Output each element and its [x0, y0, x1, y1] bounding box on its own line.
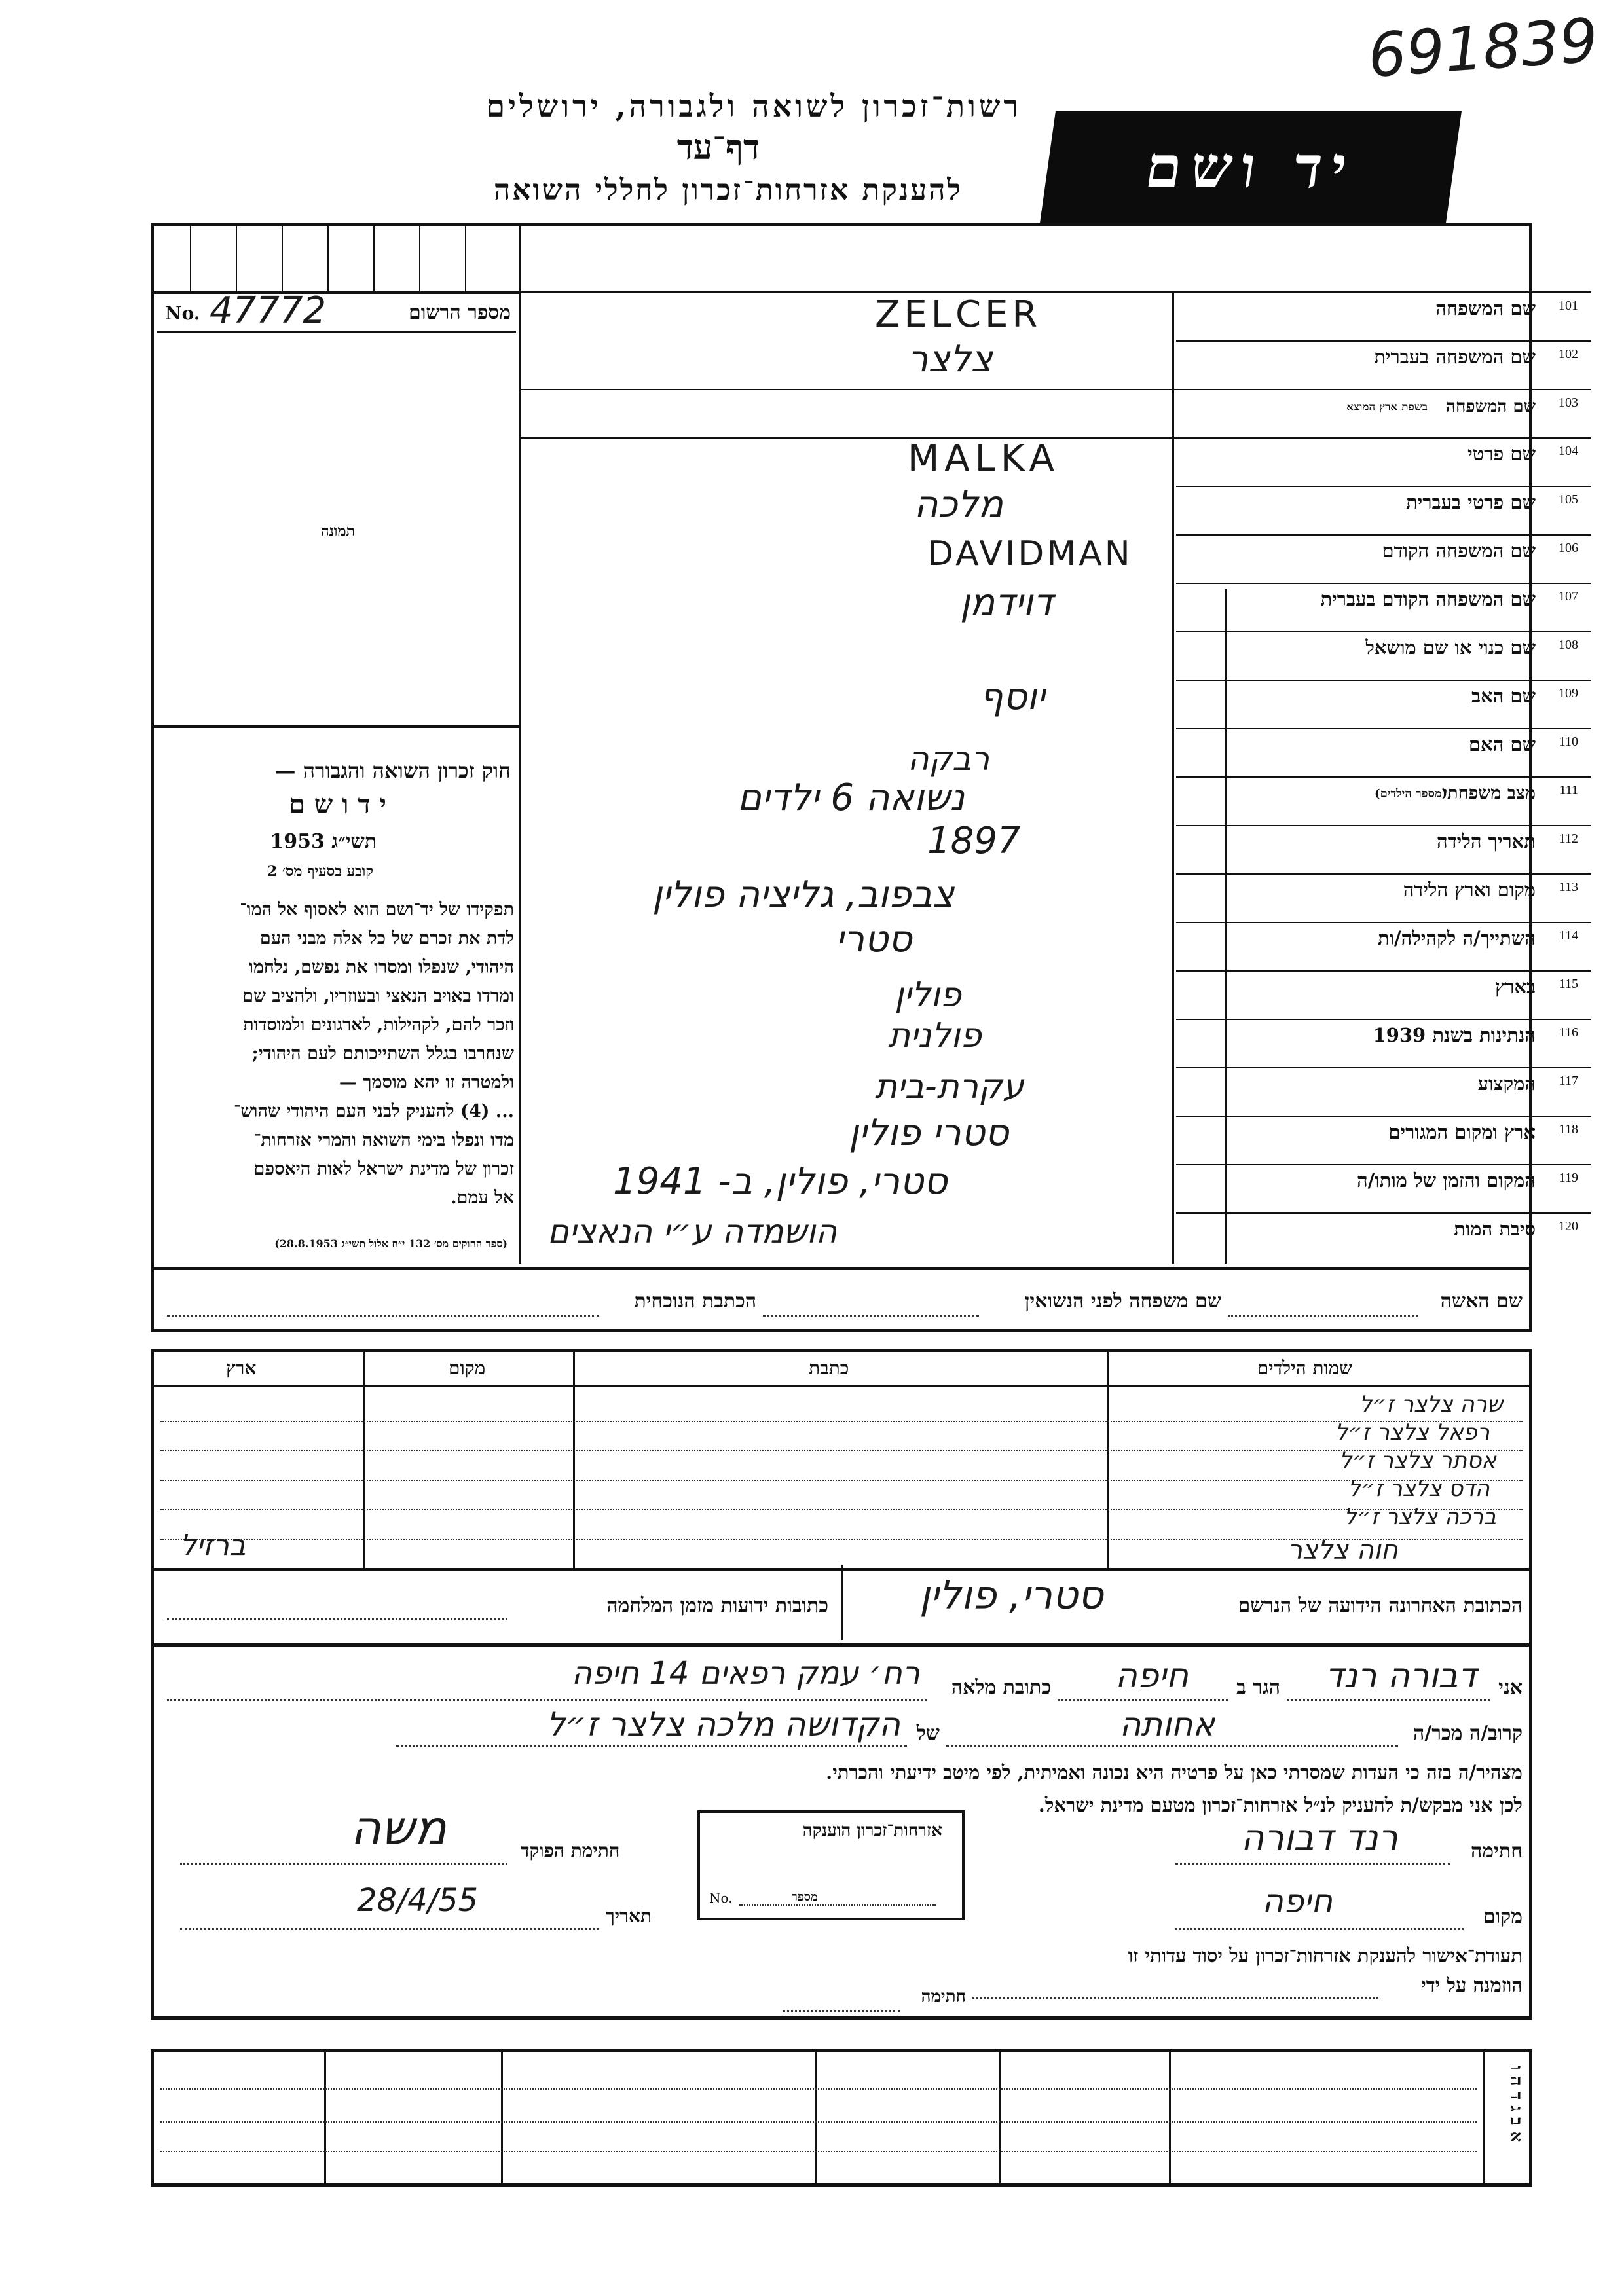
- registration-number-row: [157, 289, 516, 333]
- last-address-section: [151, 1565, 1532, 1647]
- fields-7-label: שם כנוי או שם מושאל: [1365, 636, 1536, 659]
- left-panel-law-text-9: זכרון של מדינת ישראל לאות היאספם: [253, 1159, 514, 1179]
- field-value-114: סטרי: [836, 918, 912, 960]
- field-value-101: ZELCER: [875, 293, 1042, 336]
- law-name: י ד ו ש ם: [289, 789, 386, 820]
- fields-4-num: 105: [1559, 492, 1578, 507]
- fields-11-num: 112: [1559, 831, 1578, 846]
- field-row-109: [521, 676, 1591, 729]
- bottom-office-strip: [151, 2049, 1532, 2187]
- fields-1-label: שם המשפחה בעברית: [1374, 346, 1536, 368]
- left-panel-law-text-1: לדת את זכרם של כל אלה מבני העם: [259, 928, 514, 949]
- fields-15-label: הנתינות בשנת 1939: [1373, 1024, 1536, 1046]
- field-value-116: פולנית: [888, 1016, 982, 1055]
- spouse-maiden-label: שם משפחה לפני הנשואין: [1024, 1290, 1221, 1313]
- fields-14-num: 115: [1559, 977, 1578, 991]
- child-name-1: שרה צלצר ז״ל: [1359, 1391, 1503, 1417]
- declarant-box-no: No.: [709, 1890, 733, 1906]
- child-name-6: חוה צלצר: [1287, 1535, 1398, 1565]
- fields-3-label: שם פרטי: [1467, 443, 1536, 465]
- declarant-certificate-signature: חתימה: [921, 1987, 966, 2007]
- declarant-signature: רנד דבורה: [1241, 1817, 1398, 1858]
- last-address-label: הכתובת האחרונה הידועה של הנרשם: [1238, 1594, 1522, 1617]
- left-panel-law-text-4: וזכר להם, לקהילות, לארגונים ולמוסדות: [243, 1015, 514, 1035]
- fields-8-label: שם האב: [1471, 685, 1536, 707]
- child-name-5: ברכה צלצר ז״ל: [1344, 1504, 1496, 1530]
- fields-7-num: 108: [1559, 638, 1578, 652]
- fields-14-label: בארץ: [1495, 975, 1536, 998]
- declarant-declaration-1: מצהיר/ה בזה כי העדות שמסרתי כאן על פרטיה היא נכונה ואמיתית, לפי מיטב ידיעתי והכרתי.: [826, 1761, 1522, 1783]
- field-value-119: סטרי, פולין, ב- 1941: [613, 1160, 948, 1203]
- last-address-value: סטרי, פולין: [919, 1573, 1103, 1618]
- field-row-108: [521, 632, 1591, 681]
- fields-16-num: 117: [1559, 1074, 1578, 1088]
- field-row-107: [521, 581, 1591, 632]
- left-panel-law-text-2: היהודי, שנפלו ומסרו את נפשם, נלחמו: [248, 957, 514, 977]
- field-value-111: נשואה 6 ילדים: [737, 776, 965, 819]
- child-name-3: אסתר צלצר ז״ל: [1339, 1448, 1496, 1474]
- field-value-118: סטרי פולין: [849, 1112, 1009, 1154]
- fields-13-label: השתייך/ה לקהילה/ות: [1377, 927, 1536, 949]
- law-title: חוק זכרון השואה והגבורה —: [274, 758, 511, 783]
- authority-title: רשות־זכרון לשואה ולגבורה, ירושלים: [486, 88, 1022, 124]
- field-value-104: MALKA: [908, 437, 1060, 480]
- field-value-112: 1897: [927, 820, 1021, 862]
- declarant-full-address: רח׳ עמק רפאים 14 חיפה: [571, 1655, 920, 1692]
- left-panel-law-text-3: ומרדו באויב הנאצי ובעוזריו, ולהציב שם: [242, 986, 514, 1006]
- left-panel-law-text-0: תפקידו של יד־ושם הוא לאסוף אל המו־: [240, 900, 514, 920]
- fields-10-label: מצב משפחתי: [1443, 783, 1536, 803]
- declarant-officer-signature-label: חתימת הפוקד: [521, 1840, 620, 1861]
- form-subtitle: להענקת אזרחות־זכרון לחללי השואה: [493, 173, 963, 207]
- declarant-box-title: אזרחות־זכרון הוענקה: [802, 1821, 942, 1840]
- field-row-105: [521, 483, 1591, 536]
- fields-2-label-small: בשפת ארץ המוצא: [1346, 401, 1428, 414]
- field-value-110: רבקה: [908, 740, 990, 778]
- field-value-109: יוסף: [980, 676, 1045, 718]
- law-source: (ספר החוקים מס׳ 132 י״ח אלול תשי״ג 28.8.1953): [274, 1237, 507, 1250]
- stamp-number: 691839: [1365, 5, 1600, 92]
- field-value-105: מלכה: [914, 483, 1004, 526]
- field-row-113: [521, 875, 1591, 923]
- registration-label: מספר הרשום: [409, 301, 511, 324]
- left-panel-law-text-10: אל עמם.: [451, 1188, 514, 1208]
- last-address-war-label: כתובות ידועות מזמן המלחמה: [606, 1594, 828, 1617]
- declarant-of-label: של: [916, 1722, 940, 1745]
- children-table: [151, 1349, 1532, 1571]
- field-row-112: [521, 820, 1591, 875]
- fields-15-num: 116: [1559, 1025, 1578, 1040]
- field-row-115: [521, 972, 1591, 1020]
- field-row-101: [521, 293, 1591, 342]
- declarant-lives-label: הגר ב: [1236, 1676, 1280, 1699]
- field-value-102: צלצר: [908, 338, 993, 380]
- field-value-107: דוידמן: [960, 581, 1054, 624]
- fields-13-num: 114: [1559, 928, 1578, 943]
- fields-6-num: 107: [1559, 589, 1578, 604]
- fields-19-num: 120: [1559, 1219, 1578, 1233]
- child-name-2: רפאל צלצר ז״ל: [1335, 1419, 1490, 1446]
- children-headers-place: מקום: [449, 1357, 486, 1379]
- field-value-113: צבפוב, גליציה פולין: [652, 873, 955, 916]
- declarant-certificate-1: תעודת־אישור להענקת אזרחות־זכרון על יסוד עדותי זו: [1128, 1944, 1522, 1967]
- field-row-104: [521, 439, 1591, 487]
- declarant-place-label: מקום: [1483, 1905, 1522, 1928]
- spouse-wife-label: שם האשה: [1440, 1290, 1522, 1313]
- fields-10-label-small: (מספר הילדים): [1375, 787, 1447, 801]
- fields-5-num: 106: [1559, 541, 1578, 555]
- field-row-111: [521, 778, 1591, 826]
- declarant-city: חיפה: [1115, 1656, 1189, 1696]
- declarant-date-label: תאריך: [606, 1905, 652, 1927]
- fields-9-num: 110: [1559, 735, 1578, 749]
- field-row-103: [521, 390, 1591, 439]
- bottom-strip-letters: א ב ג ד ה ו: [1506, 2066, 1526, 2143]
- fields-19-label: סיבת המות: [1454, 1218, 1536, 1240]
- left-panel-law-text-7: ... (4) להעניק לבני העם היהודי שהוש־: [234, 1101, 514, 1121]
- children-headers-names: שמות הילדים: [1257, 1357, 1352, 1379]
- spouse-address-label: הכתבת הנוכחית: [634, 1290, 756, 1313]
- field-row-114: [521, 918, 1591, 972]
- fields-4-label: שם פרטי בעברית: [1406, 491, 1536, 513]
- declarant-place: חיפה: [1262, 1882, 1333, 1920]
- declarant-certificate-2: הוזמנה על ידי: [1421, 1974, 1522, 1996]
- fields-8-num: 109: [1559, 686, 1578, 701]
- officer-date: 28/4/55: [357, 1882, 479, 1919]
- law-year: תשי״ג 1953: [270, 830, 377, 853]
- form-title: דף־עד: [676, 128, 760, 168]
- photo-box: [151, 333, 519, 728]
- left-panel-law-text-8: מדו ונפלו בימי השואה והמרי אזרחות־: [253, 1130, 514, 1150]
- fields-2-num: 103: [1559, 395, 1578, 410]
- children-headers-country: ארץ: [226, 1357, 257, 1379]
- officer-signature: משה: [350, 1800, 447, 1855]
- spouse-section: [151, 1264, 1532, 1332]
- field-row-119: [521, 1160, 1591, 1214]
- declarant-name: דבורה רנד: [1325, 1656, 1477, 1696]
- granted-box: [697, 1810, 965, 1920]
- child-name-4: הדס צלצר ז״ל: [1348, 1476, 1490, 1502]
- fields-9-label: שם האם: [1468, 733, 1536, 756]
- fields-17-num: 118: [1559, 1122, 1578, 1137]
- child-country-6: ברזיל: [180, 1529, 246, 1562]
- children-headers-address: כתבת: [809, 1357, 849, 1379]
- fields-2-label: שם המשפחה: [1446, 397, 1536, 416]
- fields-10-num: 111: [1559, 783, 1578, 797]
- declarant-relation: אחותה: [1119, 1705, 1215, 1743]
- fields-3-num: 104: [1559, 444, 1578, 458]
- declarant-declaration-2: לכן אני מבקש/ת להעניק לנ״ל אזרחות־זכרון מטעם מדינת ישראל.: [1038, 1794, 1522, 1816]
- law-text: [147, 896, 514, 1212]
- declarant-i-label: אני: [1498, 1676, 1522, 1699]
- field-row-120: [521, 1214, 1591, 1262]
- left-panel-law-text-5: שנחרבו בגלל השתייכותם לעם היהודי;: [251, 1044, 514, 1064]
- field-row-116: [521, 1016, 1591, 1068]
- fields-12-num: 113: [1559, 880, 1578, 894]
- fields-6-label: שם המשפחה הקודם בעברית: [1320, 588, 1536, 610]
- deceased-name: הקדושה מלכה צלצר ז״ל: [546, 1705, 900, 1743]
- field-value-120: הושמדה ע״י הנאצים: [547, 1212, 838, 1250]
- fields-0-label: שם המשפחה: [1435, 297, 1536, 319]
- yad-vashem-logo: יד ושם: [1040, 111, 1462, 223]
- field-row-110: [521, 729, 1591, 778]
- law-clause: קובע בסעיף מס׳ 2: [267, 863, 373, 880]
- field-row-117: [521, 1068, 1591, 1117]
- fields-16-label: המקצוע: [1477, 1072, 1536, 1095]
- fields-18-label: המקום והזמן של מותו/ה: [1356, 1169, 1536, 1192]
- field-value-106: DAVIDMAN: [927, 534, 1133, 574]
- field-row-118: [521, 1112, 1591, 1165]
- field-value-115: פולין: [895, 975, 961, 1015]
- declarant-box-number-label: מספר: [792, 1890, 818, 1904]
- photo-label: תמונה: [321, 522, 355, 539]
- field-row-102: [521, 338, 1591, 390]
- fields-18-num: 119: [1559, 1171, 1578, 1185]
- fields-1-num: 102: [1559, 347, 1578, 361]
- registration-no-prefix: No.: [165, 302, 200, 324]
- fields-17-label: ארץ ומקום המגורים: [1388, 1121, 1536, 1143]
- declarant-signature-label: חתימה: [1471, 1840, 1522, 1863]
- fields-5-label: שם המשפחה הקודם: [1382, 539, 1536, 562]
- left-panel-law-text-6: ולמטרה זו יהא מוסמך —: [339, 1072, 514, 1093]
- declarant-relation-label: קרוב/ה מכר/ה: [1413, 1722, 1522, 1745]
- fields-11-label: תאריך הלידה: [1437, 830, 1536, 852]
- declarant-section: [151, 1643, 1532, 2020]
- declarant-full-address-label: כתובת מלאה: [951, 1676, 1051, 1699]
- field-row-106: [521, 536, 1591, 584]
- fields-12-label: מקום וארץ הלידה: [1403, 879, 1536, 901]
- field-value-117: עקרת-בית: [875, 1067, 1024, 1106]
- registration-number: 47772: [210, 289, 327, 332]
- fields-0-num: 101: [1559, 299, 1578, 313]
